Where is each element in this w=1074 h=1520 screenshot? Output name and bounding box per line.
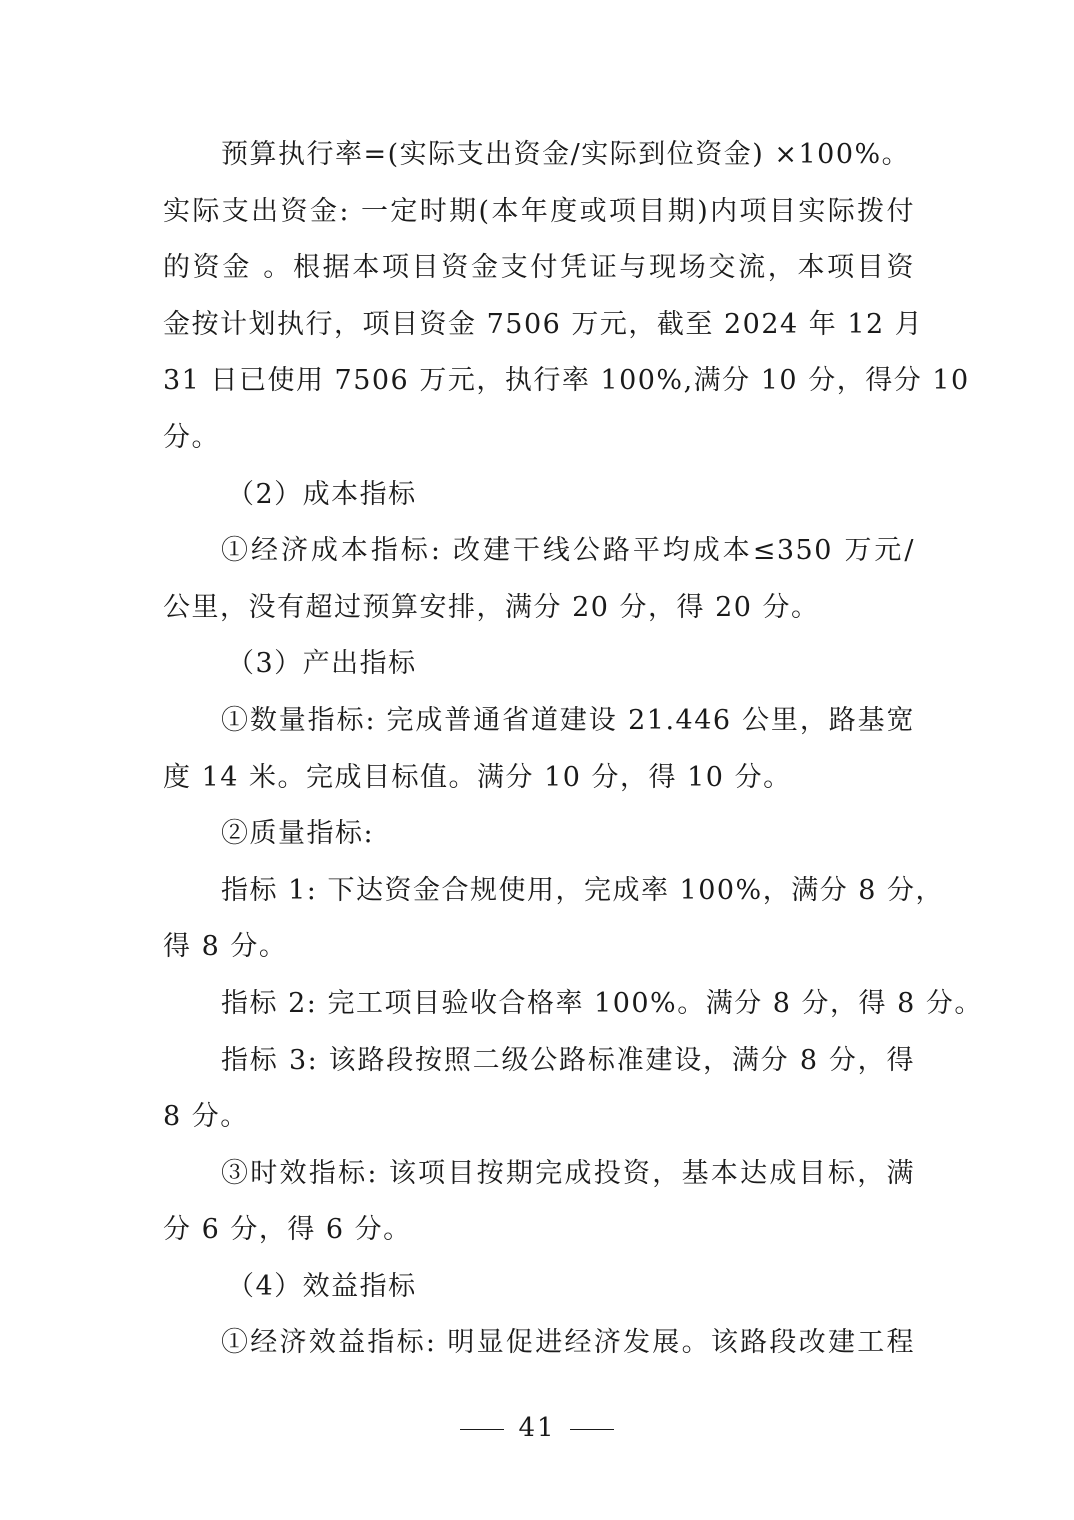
footer-dash-left: [460, 1429, 504, 1430]
page-number: 41: [518, 1413, 556, 1443]
text-line: ①经济成本指标: 改建干线公路平均成本≤350 万元/: [221, 535, 915, 567]
text-line: ②质量指标:: [221, 818, 375, 850]
text-line: 8 分。: [163, 1101, 249, 1133]
text-line: 公里，没有超过预算安排，满分 20 分，得 20 分。: [163, 591, 820, 623]
page-footer: [0, 1408, 1074, 1448]
text-line: ③时效指标: 该项目按期完成投资，基本达成目标，满: [221, 1157, 915, 1189]
text-line: 指标 3: 该路段按照二级公路标准建设，满分 8 分，得: [221, 1044, 915, 1076]
text-line: 31 日已使用 7506 万元，执行率 100%,满分 10 分，得分 10: [163, 365, 970, 397]
text-line: 金按计划执行，项目资金 7506 万元，截至 2024 年 12 月: [163, 308, 924, 340]
text-line: 得 8 分。: [163, 931, 288, 963]
text-line: 实际支出资金: 一定时期(本年度或项目期)内项目实际拨付: [163, 195, 915, 227]
text-line: ①经济效益指标: 明显促进经济发展。该路段改建工程: [221, 1327, 915, 1359]
section-heading: （3）产出指标: [227, 648, 417, 680]
text-line: 指标 1: 下达资金合规使用，完成率 100%，满分 8 分，: [221, 874, 945, 906]
footer-dash-right: [570, 1429, 614, 1430]
section-heading: （2）成本指标: [227, 478, 417, 510]
text-line: 的资金 。根据本项目资金支付凭证与现场交流，本项目资: [163, 252, 915, 284]
text-line: 预算执行率=(实际支出资金/实际到位资金) ×100%。: [221, 139, 911, 170]
text-line: 分 6 分，得 6 分。: [163, 1214, 412, 1246]
text-line: 度 14 米。完成目标值。满分 10 分，得 10 分。: [163, 761, 792, 793]
text-line: 分。: [163, 421, 220, 453]
text-line: ①数量指标: 完成普通省道建设 21.446 公里，路基宽: [221, 704, 915, 736]
text-line: 指标 2: 完工项目验收合格率 100%。满分 8 分，得 8 分。: [221, 987, 983, 1019]
section-heading: （4）效益指标: [227, 1270, 417, 1302]
document-body: [163, 127, 983, 1372]
